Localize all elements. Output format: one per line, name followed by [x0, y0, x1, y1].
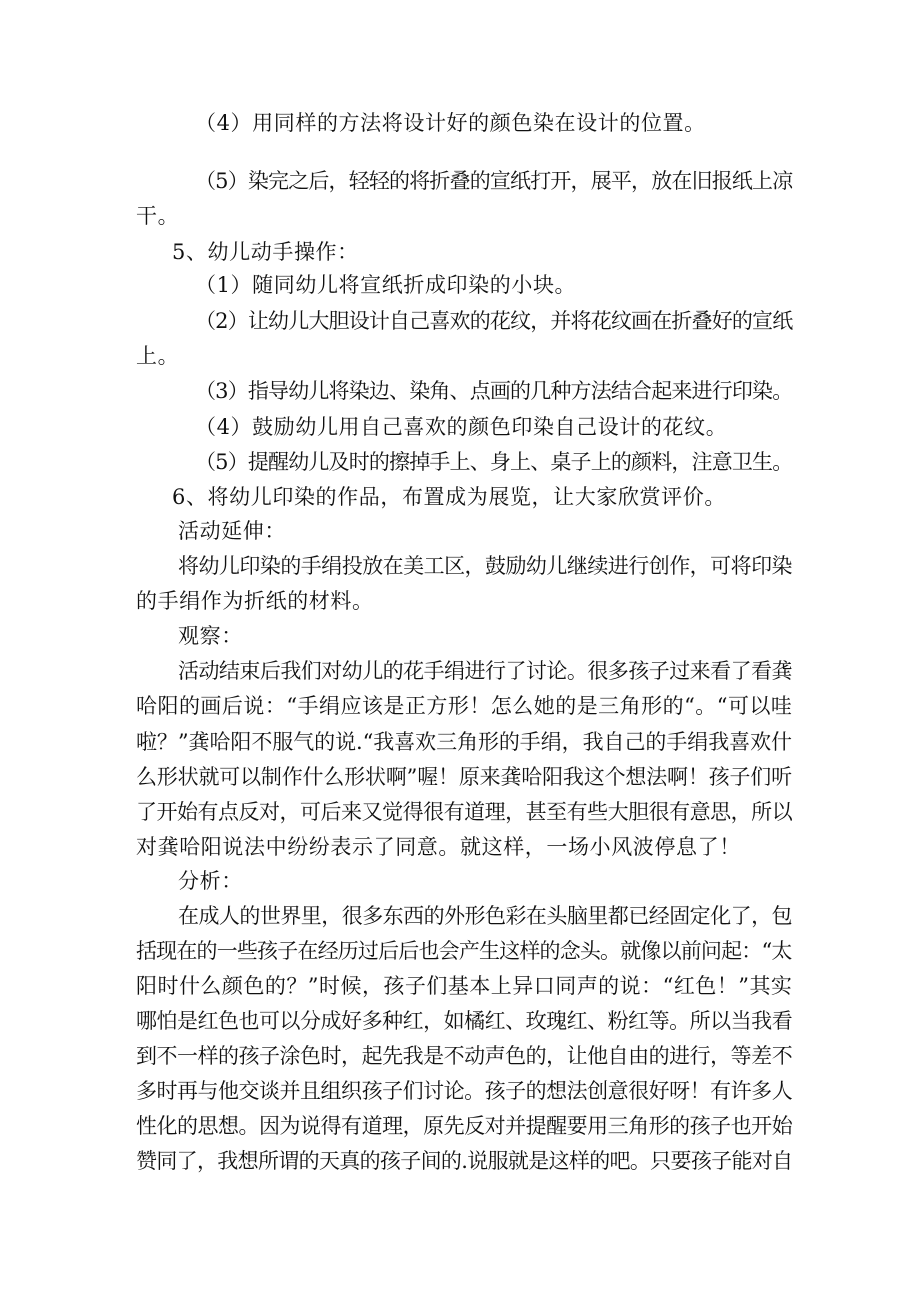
- text-line: （1）随同幼儿将宣纸折成印染的小块。: [195, 273, 577, 297]
- text-line: 啦？”龚哈阳不服气的说.“我喜欢三角形的手绢，我自己的手绢我喜欢什: [136, 730, 792, 754]
- text-line: 的手绢作为折纸的材料。: [136, 589, 374, 613]
- text-line: 在成人的世界里，很多东西的外形色彩在头脑里都已经固定化了，包: [178, 904, 792, 928]
- text-line: 么形状就可以制作什么形状啊”喔！原来龚哈阳我这个想法啊！孩子们听: [136, 765, 792, 789]
- text-line: 上。: [136, 344, 180, 368]
- text-line: 多时再与他交谈并且组织孩子们讨论。孩子的想法创意很好呀！有许多人: [136, 1079, 793, 1103]
- section-heading: 活动延伸：: [178, 519, 286, 543]
- text-line: （4）鼓励幼儿用自己喜欢的颜色印染自己设计的花纹。: [195, 415, 728, 439]
- text-line: 了开始有点反对，可后来又觉得很有道理，甚至有些大胆很有意思，所以: [136, 800, 793, 824]
- text-line: （3）指导幼儿将染边、染角、点画的几种方法结合起来进行印染。: [195, 379, 793, 403]
- text-line: 赞同了，我想所谓的天真的孩子间的.说服就是这样的吧。只要孩子能对自: [136, 1149, 793, 1173]
- text-line: 阳时什么颜色的？”时候，孩子们基本上异口同声的说：“红色！”其实: [136, 974, 793, 998]
- text-line: （4）用同样的方法将设计好的颜色染在设计的位置。: [195, 111, 706, 135]
- text-line: 哈阳的画后说：“手绢应该是正方形！怎么她的是三角形的“。“可以哇: [136, 694, 793, 718]
- text-line: 6、将幼儿印染的作品，布置成为展览，让大家欣赏评价。: [172, 485, 726, 509]
- text-line: 性化的思想。因为说得有道理，原先反对并提醒要用三角形的孩子也开始: [136, 1114, 793, 1138]
- section-heading: 观察：: [178, 624, 243, 648]
- text-line: （2）让幼儿大胆设计自己喜欢的花纹，并将花纹画在折叠好的宣纸: [195, 309, 793, 333]
- text-line: 5、幼儿动手操作：: [172, 240, 359, 264]
- text-line: （5）染完之后，轻轻的将折叠的宣纸打开，展平，放在旧报纸上凉: [195, 169, 793, 193]
- text-line: 到不一样的孩子涂色时，起先我是不动声色的，让他自由的进行，等差不: [136, 1044, 793, 1068]
- text-line: 活动结束后我们对幼儿的花手绢进行了讨论。很多孩子过来看了看龚: [178, 659, 792, 683]
- text-line: 干。: [136, 204, 180, 228]
- text-line: 括现在的一些孩子在经历过后后也会产生这样的念头。就像以前问起：“太: [136, 939, 792, 963]
- text-line: （5）提醒幼儿及时的擦掉手上、身上、桌子上的颜料，注意卫生。: [195, 450, 793, 474]
- text-line: 将幼儿印染的手绢投放在美工区，鼓励幼儿继续进行创作，可将印染: [178, 554, 792, 578]
- text-line: 对龚哈阳说法中纷纷表示了同意。就这样，一场小风波停息了！: [136, 835, 741, 859]
- section-heading: 分析：: [178, 869, 243, 893]
- text-line: 哪怕是红色也可以分成好多种红，如橘红、玫瑰红、粉红等。所以当我看: [136, 1009, 793, 1033]
